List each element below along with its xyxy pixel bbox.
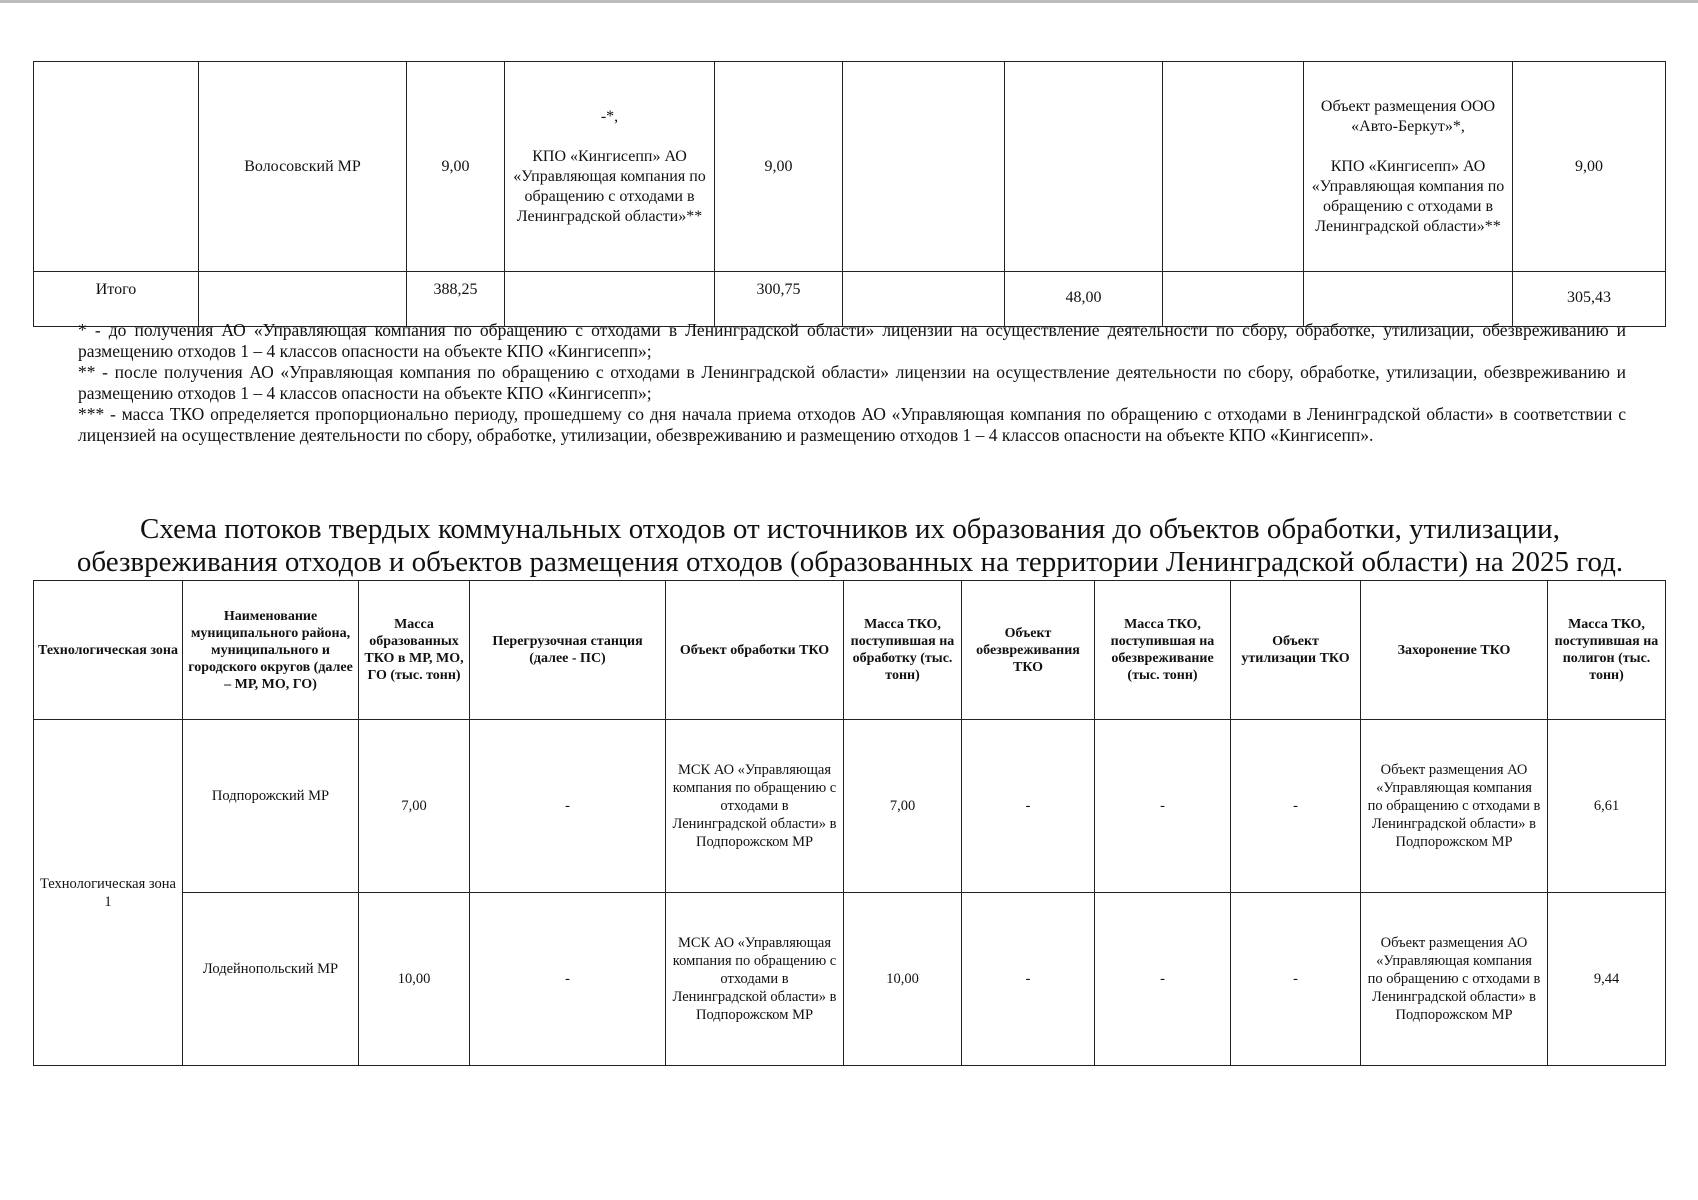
mass-to-landfill-cell: 9,00 [1513,62,1666,272]
table-cell [1005,62,1163,272]
district-cell: Лодейнопольский МР [183,893,359,1066]
table-cell [1163,62,1304,272]
processing-object-cell [505,62,715,272]
total-mass-formed: 388,25 [407,272,505,327]
header-mass-to-landfill: Масса ТКО, поступившая на полигон (тыс. тонн) [1548,581,1666,720]
footnotes [78,320,1626,446]
header-utilization-object: Объект утилизации ТКО [1231,581,1361,720]
total-row [34,272,1666,327]
header-processing-object: Объект обработки ТКО [666,581,844,720]
mass-formed-cell: 9,00 [407,62,505,272]
header-row [34,581,1666,720]
utilization-object-cell: - [1231,893,1361,1066]
table-row [34,720,1666,893]
mass-to-landfill-cell: 6,61 [1548,720,1666,893]
table-cell [1304,272,1513,327]
district-cell: Волосовский МР [199,62,407,272]
scheme-title: Схема потоков твердых коммунальных отходов от источников их образования до объектов обработки, утилизации, обезвреживания отходов и объектов размещения отходов (образованных на территории Ленинградской области) на 2025 год. [76,513,1624,578]
mass-formed-cell: 7,00 [359,720,470,893]
processing-object-line [508,127,711,147]
header-tech-zone: Технологическая зона [34,581,183,720]
disposal-cell: Объект размещения АО «Управляющая компания по обращению с отходами в Ленинградской области» в Подпорожском МР [1361,720,1548,893]
disposal-object-line [1307,137,1509,157]
header-disposal: Захоронение ТКО [1361,581,1548,720]
mass-formed-cell: 10,00 [359,893,470,1066]
total-mass-to-neutralization: 48,00 [1005,272,1163,327]
header-transfer-station: Перегрузочная станция (далее - ПС) [470,581,666,720]
total-mass-to-processing: 300,75 [715,272,843,327]
neutralization-object-cell: - [962,893,1095,1066]
header-mass-to-processing: Масса ТКО, поступившая на обработку (тыс. тонн) [844,581,962,720]
header-neutralization-object: Объект обезвреживания ТКО [962,581,1095,720]
table-cell [843,272,1005,327]
mass-to-neutralization-cell: - [1095,893,1231,1066]
table-cell [1163,272,1304,327]
disposal-object-line: Объект размещения ООО «Авто-Беркут»*, [1320,97,1496,135]
table-row [34,62,1666,272]
table-cell [505,272,715,327]
header-mass-to-neutralization: Масса ТКО, поступившая на обезвреживание (тыс. тонн) [1095,581,1231,720]
waste-flow-table-continuation [33,61,1666,327]
table-cell [843,62,1005,272]
waste-flow-scheme-table [33,580,1666,1066]
total-mass-to-landfill: 305,43 [1513,272,1666,327]
mass-to-processing-cell: 7,00 [844,720,962,893]
total-label: Итого [34,272,199,327]
header-mass-formed: Масса образованных ТКО в МР, МО, ГО (тыс. тонн) [359,581,470,720]
table-cell [199,272,407,327]
header-district: Наименование муниципального района, муниципального и городского округов (далее – МР, МО, ГО) [183,581,359,720]
mass-to-processing-cell: 10,00 [844,893,962,1066]
disposal-cell: Объект размещения АО «Управляющая компания по обращению с отходами в Ленинградской области» в Подпорожском МР [1361,893,1548,1066]
footnote-double-star: ** - после получения АО «Управляющая компания по обращению с отходами в Ленинградской области» лицензии на осуществление деятельности по сбору, обработке, утилизации, обезвреживанию и размещению отходов 1 – 4 классов опасности на объекте КПО «Кингисепп»; [78,362,1626,403]
footnote-triple-star: *** - масса ТКО определяется пропорционально периоду, прошедшему со дня начала приема отходов АО «Управляющая компания по обращению с отходами в Ленинградской области» в соответствии с лицензией на осуществление деятельности по сбору, обработке, утилизации, обезвреживанию и размещению отходов 1 – 4 классов опасности на объекте КПО «Кингисепп». [78,404,1626,445]
mass-to-landfill-cell: 9,44 [1548,893,1666,1066]
processing-object-line: КПО «Кингисепп» АО «Управляющая компания по обращению с отходами в Ленинградской области»** [513,147,706,225]
table-row [34,893,1666,1066]
transfer-station-cell: - [470,720,666,893]
processing-object-cell: МСК АО «Управляющая компания по обращению с отходами в Ленинградской области» в Подпорожском МР [666,720,844,893]
table-cell [34,62,199,272]
footnote-single-star: * - до получения АО «Управляющая компания по обращению с отходами в Ленинградской области» лицензии на осуществление деятельности по сбору, обработке, утилизации, обезвреживанию и размещению отходов 1 – 4 классов опасности на объекте КПО «Кингисепп»; [78,320,1626,361]
neutralization-object-cell: - [962,720,1095,893]
district-cell: Подпорожский МР [183,720,359,893]
tech-zone-cell: Технологическая зона 1 [34,720,183,1066]
transfer-station-cell: - [470,893,666,1066]
mass-to-processing-cell: 9,00 [715,62,843,272]
disposal-object-cell [1304,62,1513,272]
page-top-edge [0,0,1698,3]
processing-object-cell: МСК АО «Управляющая компания по обращению с отходами в Ленинградской области» в Подпорожском МР [666,893,844,1066]
mass-to-neutralization-cell: - [1095,720,1231,893]
processing-object-line: -*, [600,107,619,125]
utilization-object-cell: - [1231,720,1361,893]
disposal-object-line: КПО «Кингисепп» АО «Управляющая компания по обращению с отходами в Ленинградской области»** [1311,157,1505,235]
